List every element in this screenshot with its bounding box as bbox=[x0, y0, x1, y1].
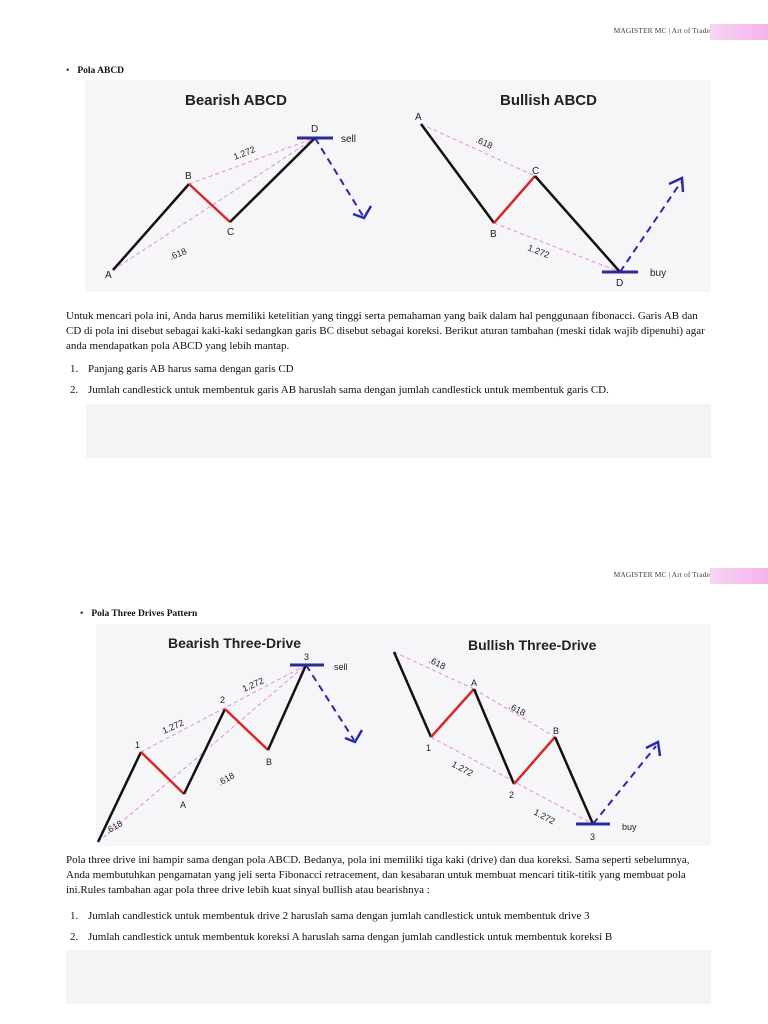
bear-td-corr-b bbox=[225, 709, 268, 750]
bear-td-label-a: A bbox=[180, 800, 187, 810]
abcd-diagram bbox=[85, 80, 711, 292]
abcd-paragraph: Untuk mencari pola ini, Anda harus memiliki ketelitian yang tinggi serta pemahaman yang baik dalam hal penggunaan fibonacci. Garis AB dan CD di pola ini disebut sebagai kaki-kaki sedangkan garis BC disebut sebagai koreksi. Berikut aturan tambahan (meski tidak wajib dipenuhi) agar anda mendapatkan pola ABCD yang lebih mantap. bbox=[66, 310, 705, 352]
bear-td-drive3 bbox=[268, 665, 306, 750]
bull-td-label-3: 3 bbox=[590, 832, 596, 842]
bear-td-ratio-618-b: .618 bbox=[216, 770, 237, 788]
bear-projection bbox=[315, 138, 363, 216]
three-drive-figure bbox=[96, 624, 711, 846]
bear-td-ratio-1272-b: 1.272 bbox=[240, 675, 266, 694]
bull-td-label-a: A bbox=[471, 678, 478, 688]
bull-label-c: C bbox=[532, 166, 540, 177]
bear-label-a: A bbox=[105, 270, 112, 281]
section-title-abcd: • Pola ABCD bbox=[66, 66, 124, 76]
bull-td-label-2: 2 bbox=[509, 790, 515, 800]
bear-td-fib-lower bbox=[98, 665, 306, 842]
bear-ratio-618: .618 bbox=[168, 246, 189, 262]
page-header bbox=[0, 566, 768, 586]
bull-label-a: A bbox=[415, 112, 422, 123]
bull-fib-ac bbox=[421, 124, 535, 176]
bull-ratio-618: .618 bbox=[474, 134, 495, 151]
bear-label-c: C bbox=[227, 227, 235, 238]
bear-td-label-3: 3 bbox=[304, 652, 310, 662]
bull-label-d: D bbox=[616, 278, 624, 289]
section-title-three-drives: • Pola Three Drives Pattern bbox=[80, 609, 197, 619]
empty-content-box bbox=[66, 950, 711, 1004]
bear-ratio-1272: 1.272 bbox=[232, 144, 257, 162]
bear-fib-ac bbox=[113, 138, 315, 270]
bear-td-label-b: B bbox=[266, 757, 273, 767]
list-item: 2. Jumlah candlestick untuk membentuk koreksi A haruslah sama dengan jumlah candlestick untuk membentuk koreksi B bbox=[70, 931, 613, 943]
bull-td-drive3 bbox=[555, 737, 593, 824]
bearish-abcd-title: Bearish ABCD bbox=[185, 92, 287, 109]
bear-td-fib-upper bbox=[141, 665, 306, 752]
list-item: 1. Panjang garis AB harus sama dengan garis CD bbox=[70, 363, 294, 375]
bullish-abcd-title: Bullish ABCD bbox=[500, 92, 597, 109]
bull-buy-label: buy bbox=[650, 268, 667, 279]
bull-label-b: B bbox=[490, 229, 497, 240]
bull-leg-bc bbox=[494, 176, 535, 223]
header-text: MAGISTER MC | Art of Trade bbox=[613, 570, 710, 579]
bull-ratio-1272: 1.272 bbox=[526, 242, 551, 261]
header-text: MAGISTER MC | Art of Trade bbox=[613, 26, 710, 35]
bull-td-drive1 bbox=[394, 652, 431, 737]
bear-td-arrow-head bbox=[345, 730, 362, 742]
bear-label-b: B bbox=[185, 171, 192, 182]
bear-td-label-2: 2 bbox=[220, 695, 226, 705]
bull-td-ratio-1272-b: 1.272 bbox=[532, 806, 557, 827]
three-drive-paragraph: Pola three drive ini hampir sama dengan pola ABCD. Bedanya, pola ini memiliki tiga kaki (drive) dan dua koreksi. Sama seperti sebelumnya, Anda membutuhkan pengamatan yang jeli serta Fibonacci retracement, dan kesabaran untuk membuat mencari titik-titik yang membuat pola ini.Rules tambahan agar pola three drive lebih kuat sinyal bullish atau bearishnya : bbox=[66, 854, 690, 896]
bull-td-ratio-1272-a: 1.272 bbox=[450, 758, 475, 779]
bear-td-projection bbox=[306, 665, 354, 740]
bull-td-corr-a bbox=[431, 689, 474, 737]
bull-td-buy-label: buy bbox=[622, 822, 637, 832]
bull-projection bbox=[620, 182, 681, 272]
abcd-figure bbox=[85, 80, 711, 292]
three-drive-diagram bbox=[96, 624, 711, 846]
bull-td-drive2 bbox=[474, 689, 514, 784]
bull-td-projection bbox=[593, 746, 656, 824]
bear-td-sell-label: sell bbox=[334, 662, 348, 672]
bear-arrow-head bbox=[353, 206, 371, 218]
three-drive-rules-list bbox=[70, 906, 720, 948]
bull-fib-bd bbox=[494, 223, 620, 272]
bull-td-label-b: B bbox=[553, 726, 560, 736]
bear-sell-label: sell bbox=[341, 134, 357, 145]
list-item: 2. Jumlah candlestick untuk membentuk garis AB haruslah sama dengan jumlah candlestick untuk membentuk garis CD. bbox=[70, 384, 609, 396]
bullish-three-drive-title: Bullish Three-Drive bbox=[468, 637, 597, 653]
header-accent-bar bbox=[710, 568, 768, 584]
empty-content-box bbox=[86, 404, 711, 458]
bull-td-ratio-618-a: .618 bbox=[427, 654, 448, 672]
bear-label-d: D bbox=[311, 124, 319, 135]
bear-td-label-1: 1 bbox=[135, 740, 141, 750]
bear-td-ratio-618-a: .618 bbox=[104, 818, 125, 836]
bull-td-corr-b bbox=[514, 737, 555, 784]
bearish-three-drive-title: Bearish Three-Drive bbox=[168, 635, 302, 651]
bear-td-ratio-1272-a: 1.272 bbox=[160, 717, 186, 736]
page-header bbox=[0, 22, 768, 42]
bull-td-ratio-618-b: .618 bbox=[507, 700, 528, 718]
bull-td-label-1: 1 bbox=[426, 743, 432, 753]
abcd-rules-list bbox=[70, 359, 720, 401]
list-item: 1. Jumlah candlestick untuk membentuk drive 2 haruslah sama dengan jumlah candlestick untuk membentuk drive 3 bbox=[70, 910, 590, 922]
header-accent-bar bbox=[710, 24, 768, 40]
